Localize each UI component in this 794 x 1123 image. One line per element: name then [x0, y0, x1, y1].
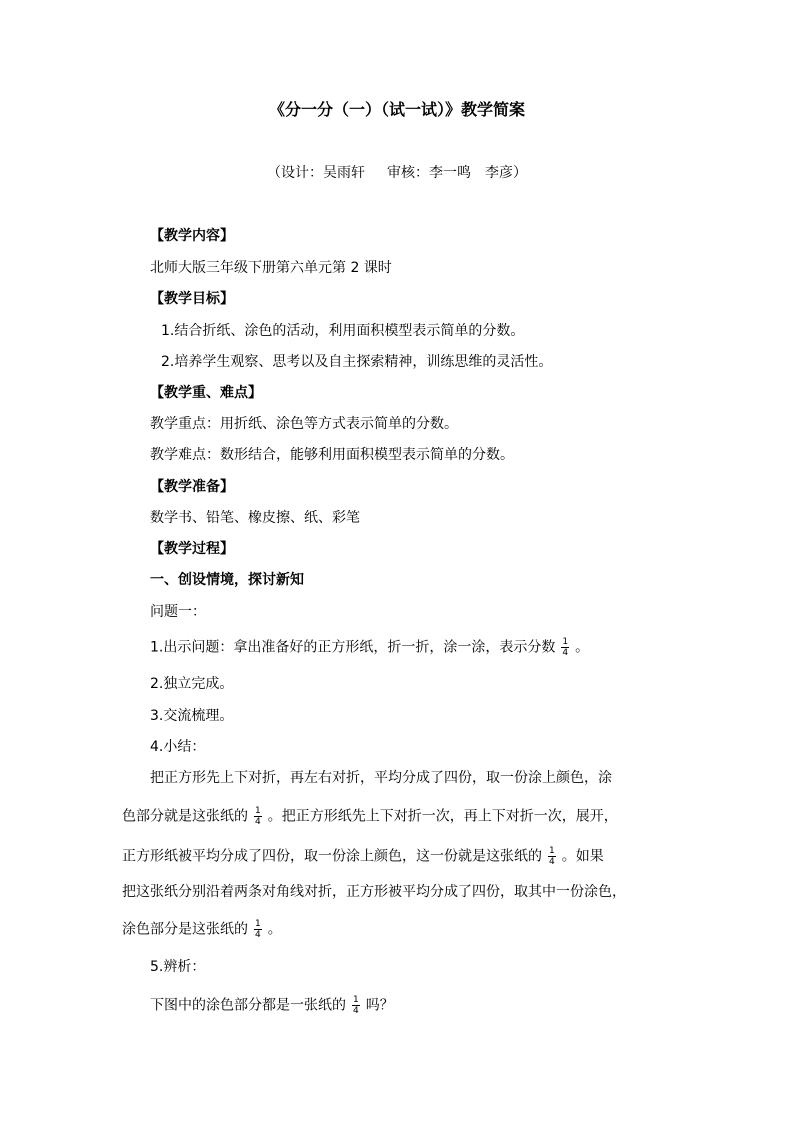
step-1-text: 1.出示问题：拿出准备好的正方形纸，折一折，涂一涂，表示分数: [150, 639, 556, 656]
part1-heading: 一、创设情境，探讨新知: [150, 572, 304, 588]
reviewer-credit: 审核：李一鸣: [387, 165, 471, 181]
fraction-one-quarter: [254, 806, 262, 827]
key-point: 教学重点：用折纸、涂色等方式表示简单的分数。: [150, 416, 458, 432]
heading-key-points: 【教学重、难点】: [150, 385, 262, 401]
heading-content: 【教学内容】: [150, 228, 234, 244]
summary-line-2b: 。把正方形纸先上下对折一次，再上下对折一次，展开，: [267, 808, 618, 825]
heading-process: 【教学过程】: [150, 541, 234, 557]
summary-line-5a: 涂色部分是这张纸的: [122, 921, 248, 938]
summary-line-3b: 。如果: [561, 848, 604, 865]
preparation-text: 数学书、铅笔、橡皮擦、纸、彩笔: [150, 510, 360, 526]
fraction-denominator: 4: [562, 648, 569, 658]
step-4: 4.小结：: [150, 739, 206, 755]
step-1-end: 。: [575, 639, 590, 656]
fraction-numerator: 1: [562, 637, 569, 647]
document-title: 《分一分（一）（试一试）》教学简案: [268, 100, 525, 119]
designer-credit: （设计：吴雨轩: [267, 165, 365, 181]
fraction-one-quarter: [548, 846, 556, 867]
reviewer2-credit: 李彦）: [485, 165, 527, 181]
fraction-one-quarter: [561, 637, 569, 658]
summary-line-3a: 正方形纸被平均分成了四份，取一份涂上颜色，这一份就是这张纸的: [122, 848, 542, 865]
summary-line-1: 把正方形先上下对折，再左右对折，平均分成了四份，取一份涂上颜色，涂: [150, 770, 612, 786]
fraction-denominator: 4: [255, 930, 261, 940]
byline: [0, 163, 794, 183]
final-question: [150, 995, 394, 1016]
goal-1: 1.结合折纸、涂色的活动，利用面积模型表示简单的分数。: [161, 323, 525, 339]
content-text: 北师大版三年级下册第六单元第 2 课时: [150, 260, 392, 276]
step-5: 5.辨析：: [150, 959, 206, 975]
heading-goals: 【教学目标】: [150, 291, 234, 307]
final-question-b: 吗？: [365, 997, 394, 1014]
fraction-numerator: 1: [255, 919, 261, 929]
summary-line-4: 把这张纸分别沿着两条对角线对折，正方形被平均分成了四份，取其中一份涂色，: [122, 884, 626, 900]
summary-line-5b: 。: [267, 921, 282, 938]
fraction-numerator: 1: [255, 806, 261, 816]
fraction-denominator: 4: [353, 1006, 359, 1016]
fraction-denominator: 4: [255, 817, 261, 827]
fraction-numerator: 1: [353, 995, 359, 1005]
step-1: [150, 637, 589, 658]
goal-2: 2.培养学生观察、思考以及自主探索精神，训练思维的灵活性。: [161, 354, 553, 370]
question-label: 问题一：: [150, 604, 206, 620]
step-3: 3.交流梳理。: [150, 708, 234, 724]
step-2: 2.独立完成。: [150, 676, 234, 692]
fraction-denominator: 4: [549, 857, 555, 867]
difficult-point: 教学难点：数形结合，能够利用面积模型表示简单的分数。: [150, 447, 514, 463]
summary-line-2a: 色部分就是这张纸的: [122, 808, 248, 825]
summary-line-3: [122, 846, 604, 867]
summary-line-2: [122, 806, 618, 827]
final-question-a: 下图中的涂色部分都是一张纸的: [150, 997, 346, 1014]
fraction-one-quarter: [254, 919, 262, 940]
heading-preparation: 【教学准备】: [150, 479, 234, 495]
summary-line-5: [122, 919, 282, 940]
fraction-one-quarter: [352, 995, 360, 1016]
fraction-numerator: 1: [549, 846, 555, 856]
